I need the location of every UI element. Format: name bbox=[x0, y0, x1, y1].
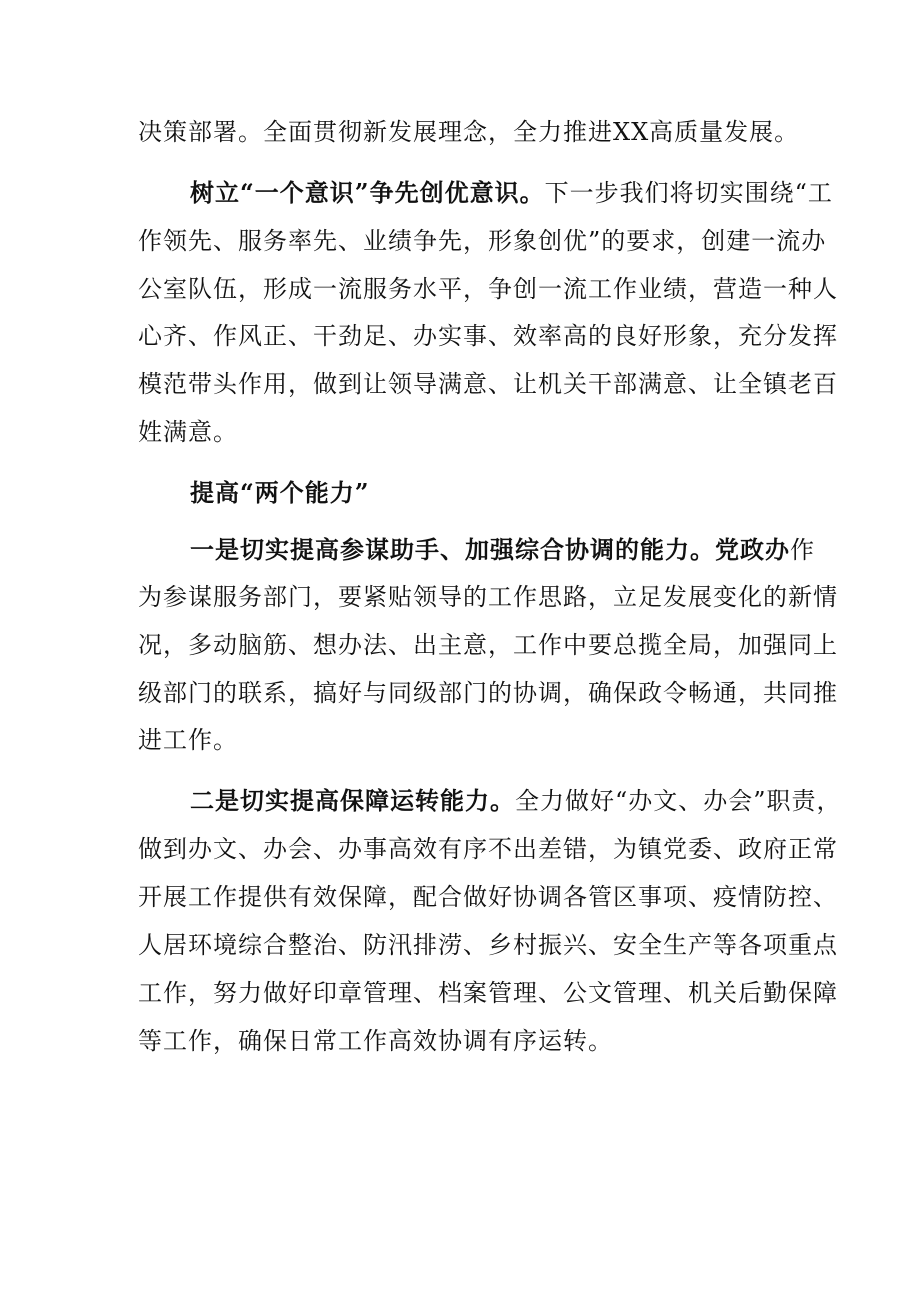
text-line bbox=[190, 786, 842, 816]
body-text: 工作，努力做好印章管理、档案管理、公文管理、机关后勤保障 bbox=[138, 979, 838, 1007]
body-text: 开展工作提供有效保障，配合做好协调各管区事项、疫情防控、 bbox=[138, 883, 838, 911]
text-line bbox=[138, 834, 838, 864]
bold-lead: 一是切实提高参谋助手、加强综合协调的能力。党政办 bbox=[190, 535, 790, 564]
text-line bbox=[138, 678, 838, 708]
body-text: 况，多动脑筋、想办法、出主意，工作中要总揽全局，加强同上 bbox=[138, 631, 838, 659]
section-heading bbox=[190, 478, 370, 508]
text-line bbox=[138, 1026, 613, 1056]
text-line bbox=[138, 321, 838, 351]
body-text: 全力做好“办文、办会”职责， bbox=[515, 787, 842, 815]
text-line bbox=[138, 978, 838, 1008]
text-line bbox=[138, 582, 838, 612]
body-text: 姓满意。 bbox=[138, 418, 238, 446]
body-text: 人居环境综合整治、防汛排涝、乡村振兴、安全生产等各项重点 bbox=[138, 931, 838, 959]
body-text: 等工作，确保日常工作高效协调有序运转。 bbox=[138, 1027, 613, 1055]
bold-lead: 树立“一个意识”争先创优意识。 bbox=[190, 178, 545, 207]
body-text: 心齐、作风正、干劲足、办实事、效率高的良好形象，充分发挥 bbox=[138, 322, 838, 350]
text-line bbox=[190, 535, 815, 565]
text-line bbox=[190, 178, 833, 208]
text-line bbox=[138, 274, 838, 304]
text-line bbox=[138, 369, 838, 399]
text-line bbox=[138, 930, 838, 960]
body-text: 决策部署。全面贯彻新发展理念，全力推进XX高质量发展。 bbox=[138, 118, 800, 146]
text-line bbox=[138, 417, 238, 447]
body-text: 做到办文、办会、办事高效有序不出差错，为镇党委、政府正常 bbox=[138, 835, 838, 863]
body-text: 公室队伍，形成一流服务水平，争创一流工作业绩，营造一种人 bbox=[138, 275, 838, 303]
body-text: 作 bbox=[790, 536, 815, 564]
body-text: 作领先、服务率先、业绩争先，形象创优”的要求，创建一流办 bbox=[138, 227, 827, 255]
text-line bbox=[138, 117, 799, 147]
text-line bbox=[138, 226, 826, 256]
body-text: 模范带头作用，做到让领导满意、让机关干部满意、让全镇老百 bbox=[138, 370, 838, 398]
bold-lead: 二是切实提高保障运转能力。 bbox=[190, 786, 515, 815]
body-text: 下一步我们将切实围绕“工 bbox=[544, 179, 833, 207]
body-text: 进工作。 bbox=[138, 726, 238, 754]
text-line bbox=[138, 882, 838, 912]
bold-lead: 提高“两个能力” bbox=[190, 478, 370, 507]
body-text: 为参谋服务部门，要紧贴领导的工作思路，立足发展变化的新情 bbox=[138, 583, 838, 611]
body-text: 级部门的联系，搞好与同级部门的协调，确保政令畅通，共同推 bbox=[138, 679, 838, 707]
text-line bbox=[138, 630, 838, 660]
text-line bbox=[138, 725, 238, 755]
